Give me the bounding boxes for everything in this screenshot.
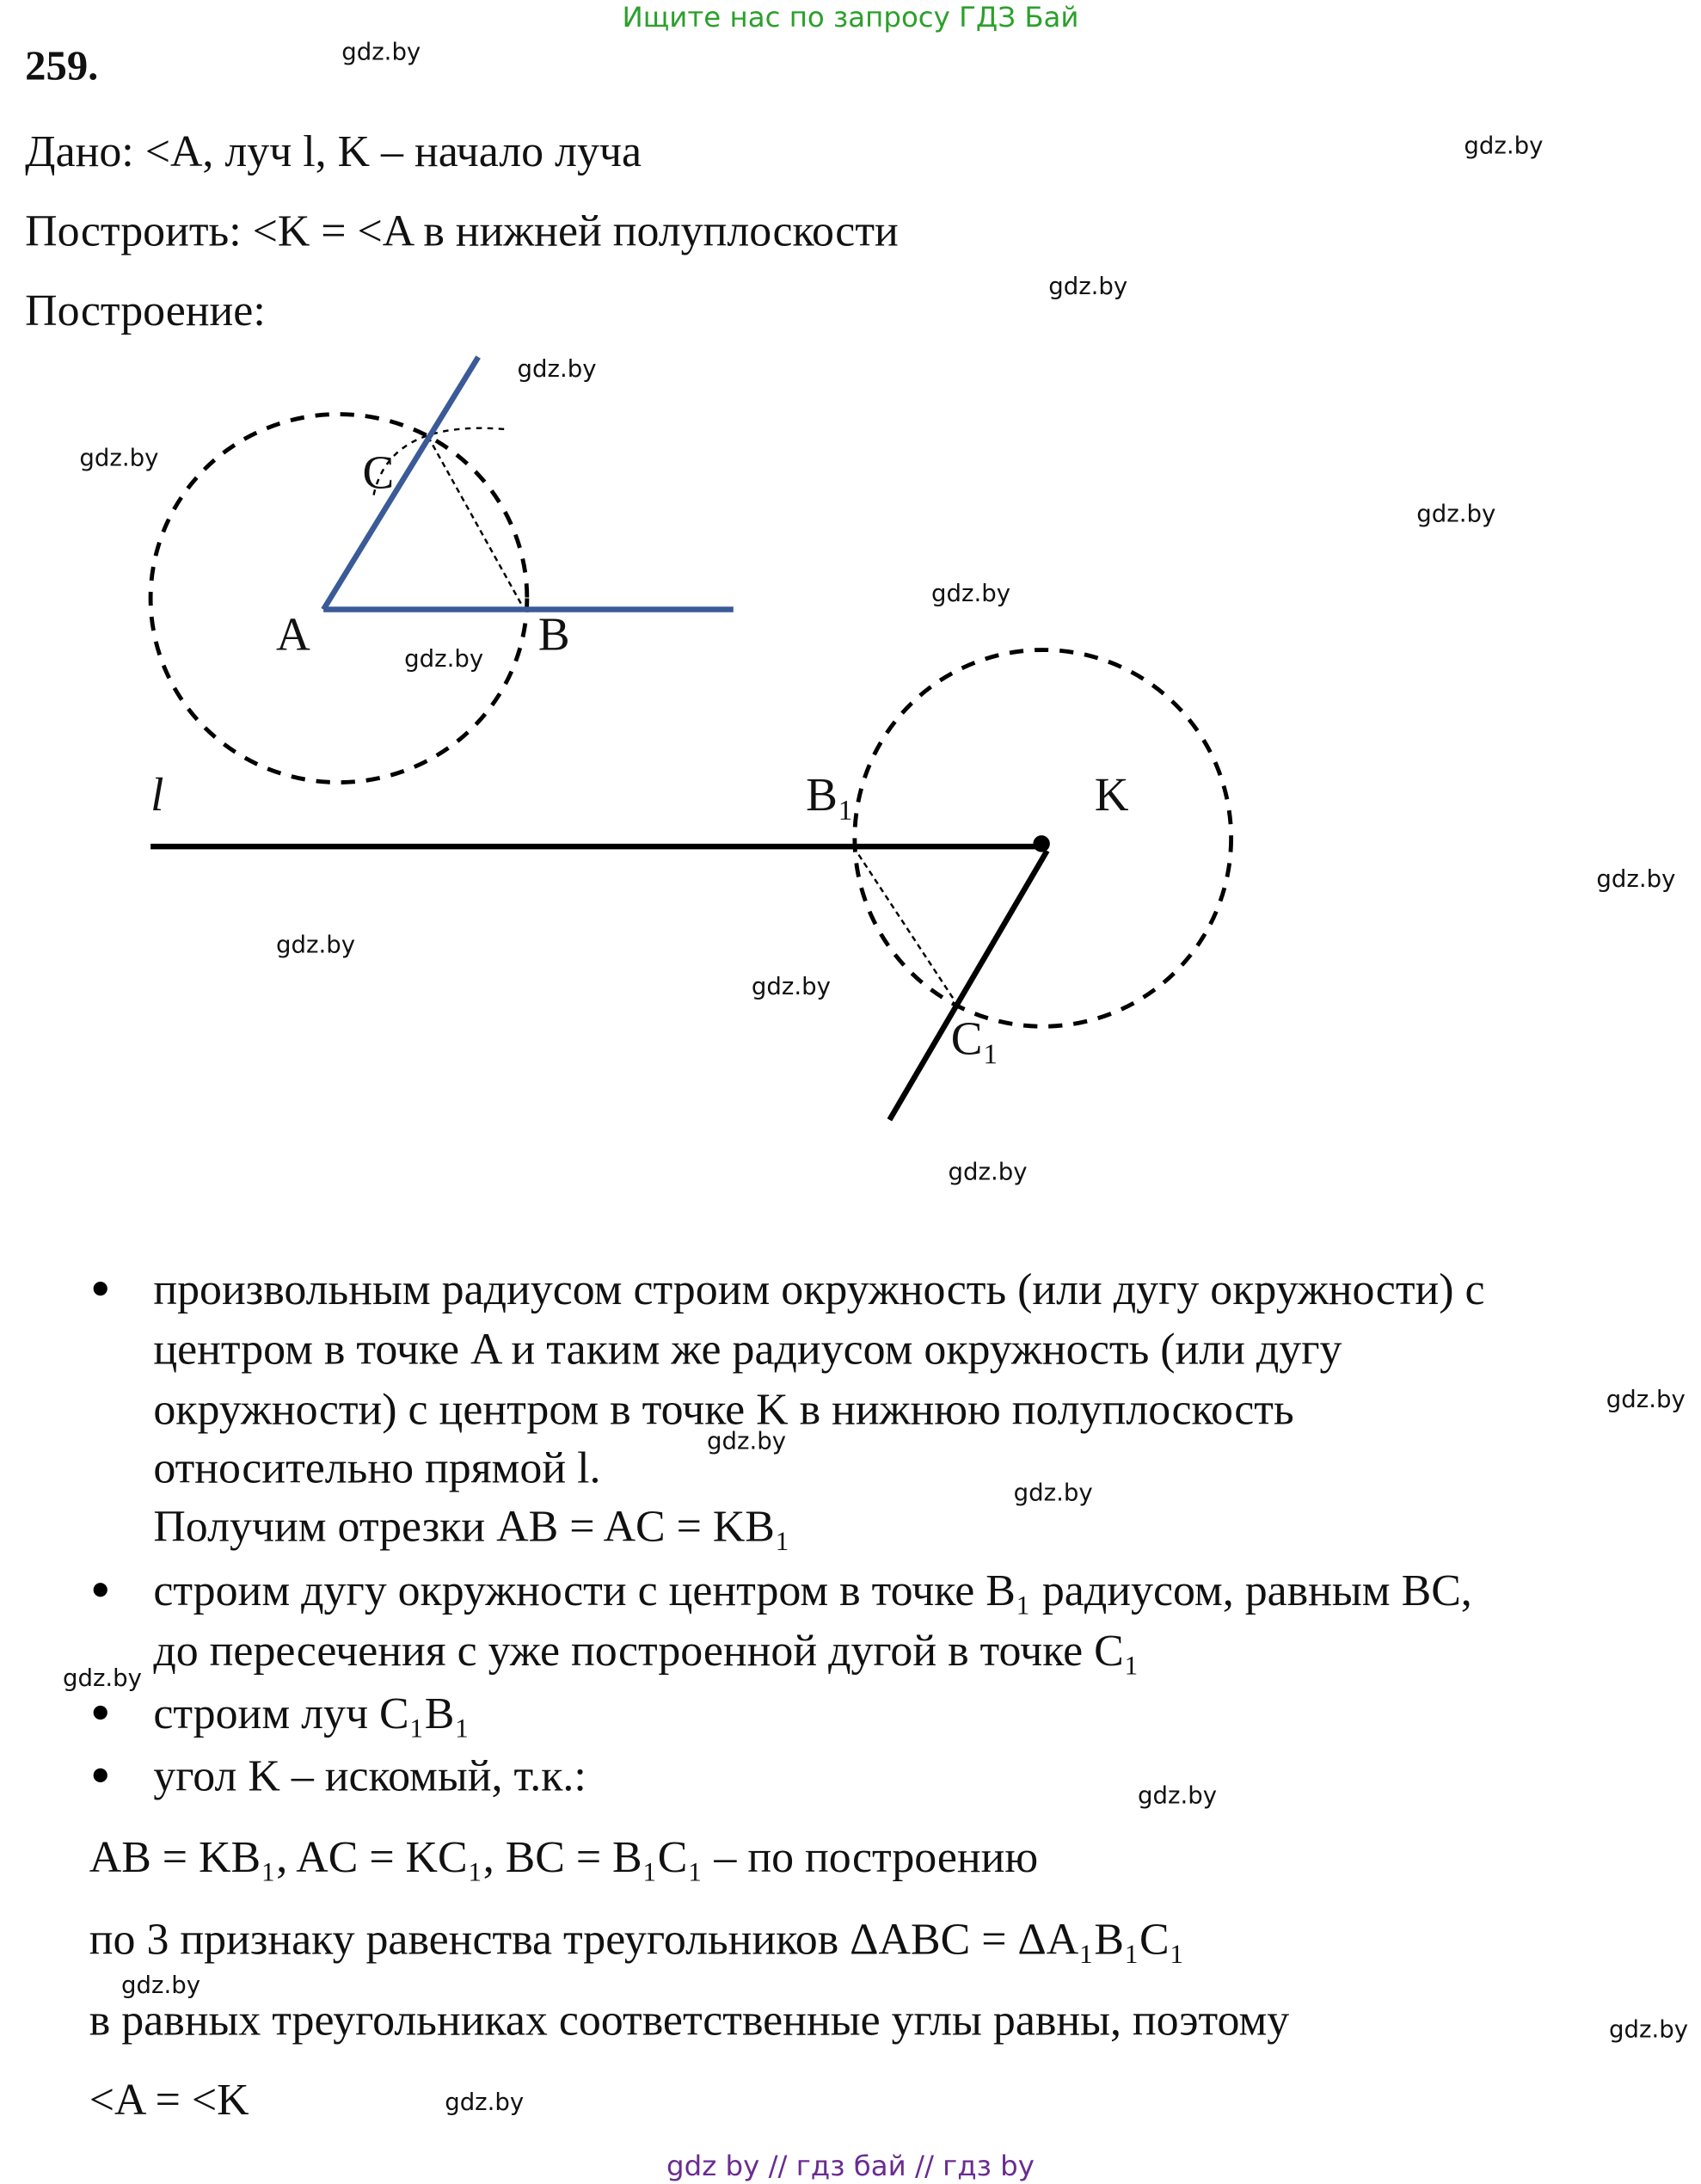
bullet: [94, 1282, 107, 1295]
bullet: [94, 1769, 107, 1782]
problem-number: 259.: [25, 43, 99, 89]
bullet: [94, 1583, 107, 1596]
step-line: угол K – искомый, т.к.:: [153, 1750, 586, 1801]
point-k: [1033, 835, 1049, 852]
watermark: gdz.by: [62, 1664, 142, 1694]
step-line: произвольным радиусом строим окружность (или дугу окружности) с: [153, 1263, 1485, 1314]
step-line: центром в точке A и таким же радиусом окружность (или дугу: [153, 1323, 1342, 1374]
watermark: gdz.by: [404, 645, 484, 674]
step-line: до пересечения с уже построенной дугой в точке C₁: [153, 1624, 1139, 1676]
label-a: A: [276, 609, 310, 661]
segment-b1c1: [853, 846, 955, 1001]
circle-a: [150, 415, 527, 783]
watermark: gdz.by: [341, 39, 421, 67]
watermark: gdz.by: [121, 1972, 201, 2000]
label-c: C: [362, 447, 395, 500]
step-line: строим дугу окружности с центром в точке B₁ радиусом, равным BC,: [153, 1565, 1472, 1615]
footer-links[interactable]: gdz by // гдз бай // гдз by: [666, 2149, 1035, 2183]
construct-text: Построить: <K = <A в нижней полуплоскости: [25, 205, 899, 255]
watermark: gdz.by: [1464, 132, 1544, 161]
proof-line: <A = <K: [89, 2073, 249, 2125]
given-text: Дано: <A, луч l, K – начало луча: [25, 125, 642, 176]
watermark: gdz.by: [1137, 1782, 1218, 1811]
label-l: l: [150, 769, 164, 821]
label-k: K: [1094, 769, 1129, 821]
watermark: gdz.by: [445, 2089, 525, 2118]
proof-line: по 3 признаку равенства треугольников ΔABC = ΔA₁B₁C₁: [89, 1913, 1185, 1964]
ray-kc1: [889, 851, 1047, 1120]
label-b: B: [537, 609, 570, 661]
watermark: gdz.by: [1013, 1480, 1093, 1508]
label-b1: B₁: [806, 769, 855, 821]
watermark: gdz.by: [1608, 2016, 1689, 2045]
watermark: gdz.by: [706, 1428, 787, 1456]
watermark: gdz.by: [517, 355, 597, 384]
search-banner[interactable]: Ищите нас по запросу ГДЗ Бай: [622, 0, 1079, 34]
watermark: gdz.by: [1416, 501, 1496, 529]
step-line: Получим отрезки AB = AC = KB₁: [153, 1500, 790, 1551]
step-line: относительно прямой l.: [153, 1442, 601, 1492]
watermark: gdz.by: [1606, 1386, 1686, 1414]
watermark: gdz.by: [751, 973, 831, 1002]
label-c1: C₁: [950, 1013, 999, 1066]
step-line: строим луч C₁B₁: [153, 1687, 470, 1738]
watermark: gdz.by: [276, 932, 356, 960]
watermark: gdz.by: [79, 445, 159, 473]
construction-heading: Построение:: [25, 284, 266, 335]
bullet: [94, 1706, 107, 1720]
watermark: gdz.by: [931, 580, 1011, 608]
step-line: окружности) с центром в точке K в нижнюю полуплоскость: [153, 1383, 1294, 1434]
watermark: gdz.by: [1596, 865, 1676, 895]
proof-line: AB = KB₁, AC = KC₁, BC = B₁C₁ – по построению: [89, 1830, 1039, 1882]
watermark: gdz.by: [1048, 273, 1128, 302]
watermark: gdz.by: [948, 1159, 1028, 1187]
proof-line: в равных треугольниках соответственные углы равны, поэтому: [89, 1994, 1290, 2045]
